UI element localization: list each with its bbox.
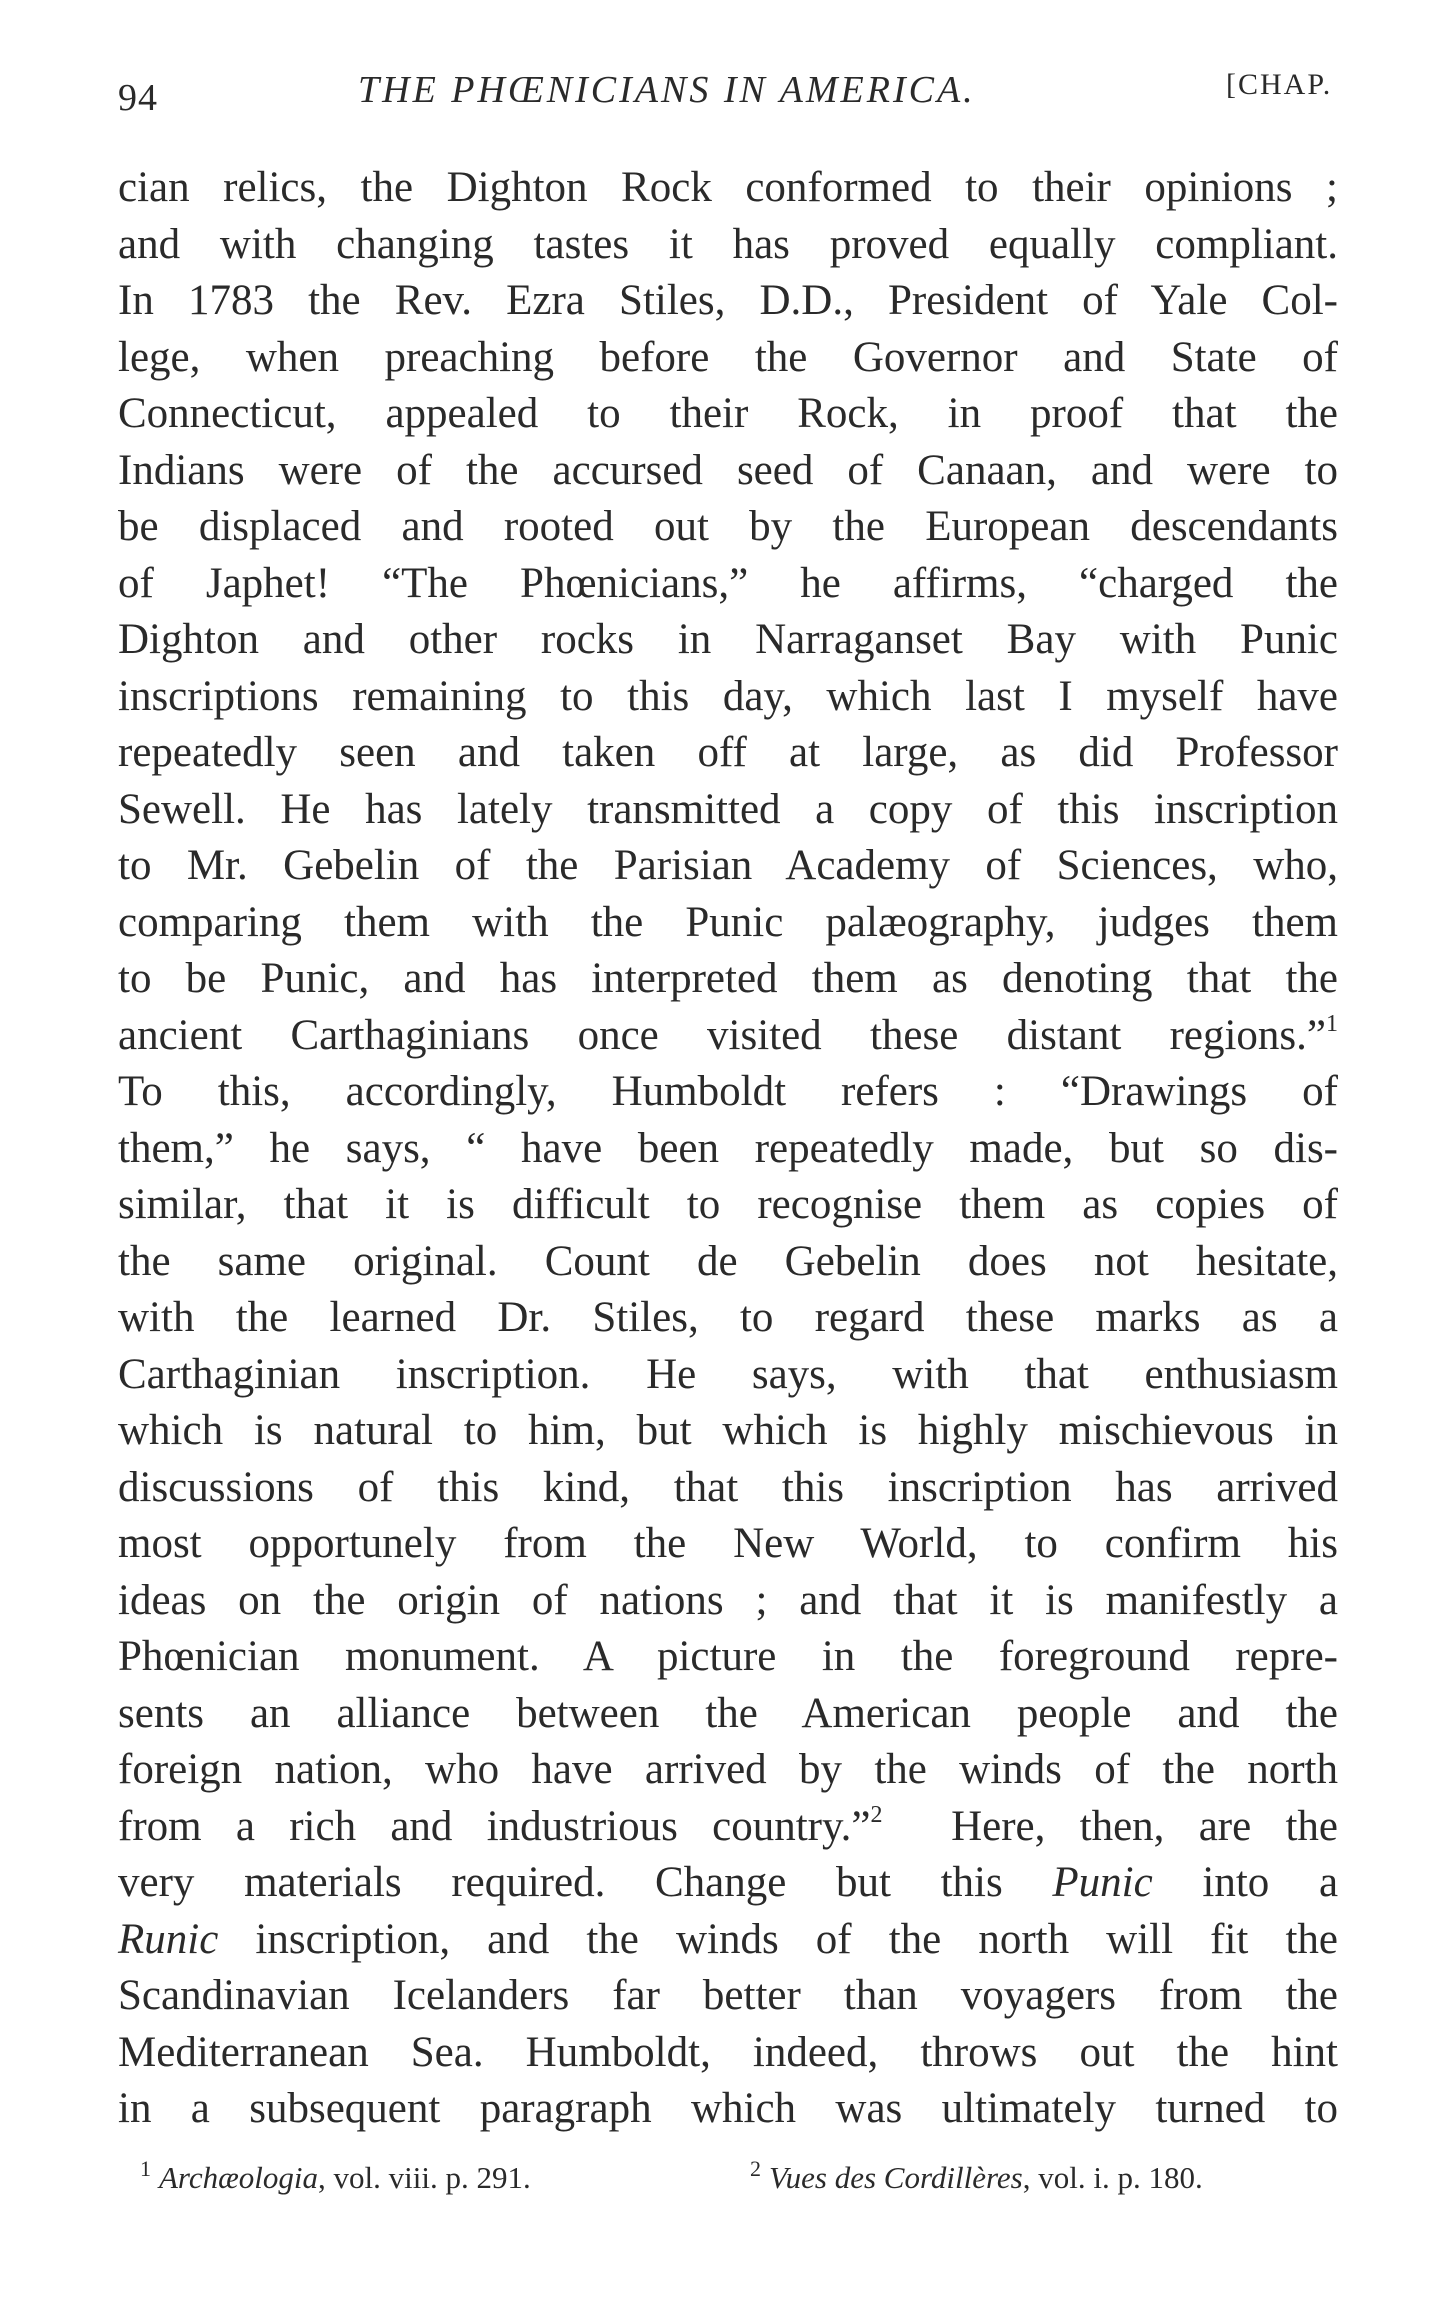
chapter-reference: [CHAP. bbox=[1226, 68, 1333, 101]
footnote-marker: 1 bbox=[140, 2156, 151, 2181]
text-line: inscriptions remaining to this day, which last I myself have bbox=[118, 672, 1338, 720]
text-line: to Mr. Gebelin of the Parisian Academy of Sciences, who, bbox=[118, 842, 1338, 889]
text-line: repeatedly seen and taken off at large, as did Professor bbox=[118, 729, 1338, 776]
italic-word-runic: Runic bbox=[118, 1915, 219, 1963]
footnote-1 bbox=[140, 2156, 531, 2200]
text-line: with the learned Dr. Stiles, to regard these marks as a bbox=[118, 1294, 1338, 1341]
text-line: Sewell. He has lately transmitted a copy of this inscription bbox=[118, 785, 1338, 833]
text-line: Mediterranean Sea. Humboldt, indeed, throws out the hint bbox=[118, 2028, 1338, 2076]
text-line: comparing them with the Punic palæography, judges them bbox=[118, 898, 1338, 946]
text-line: them,” he says, “ have been repeatedly made, but so dis- bbox=[118, 1124, 1338, 1172]
text-segment: into a bbox=[1202, 1859, 1339, 1906]
text-line: the same original. Count de Gebelin does not hesitate, bbox=[118, 1237, 1338, 1285]
text-line: and with changing tastes it has proved equally compliant. bbox=[118, 220, 1338, 268]
text-line: sents an alliance between the American people and the bbox=[118, 1689, 1338, 1737]
text-line: similar, that it is difficult to recognise them as copies of bbox=[118, 1181, 1338, 1228]
page-number: 94 bbox=[118, 77, 158, 119]
footnote-citation: , vol. viii. p. 291. bbox=[318, 2160, 531, 2195]
text-line: Indians were of the accursed seed of Canaan, and were to bbox=[118, 446, 1338, 494]
italic-word-punic: Punic bbox=[1052, 1859, 1153, 1906]
text-line: be displaced and rooted out by the European descendants bbox=[118, 503, 1338, 550]
text-line: of Japhet! “The Phœnicians,” he affirms, “charged the bbox=[118, 559, 1338, 607]
body-text bbox=[118, 160, 1338, 2138]
text-line: Phœnician monument. A picture in the foreground repre- bbox=[118, 1633, 1338, 1680]
text-line-with-italic bbox=[118, 1855, 1338, 1912]
text-line: Dighton and other rocks in Narraganset Bay with Punic bbox=[118, 616, 1338, 663]
text-segment: Here, then, are the bbox=[951, 1802, 1339, 1850]
text-line: To this, accordingly, Humboldt refers : “Drawings of bbox=[118, 1068, 1338, 1115]
footnote-marker: 2 bbox=[750, 2156, 761, 2181]
text-line: ideas on the origin of nations ; and that it is manifestly a bbox=[118, 1576, 1338, 1624]
text-line: ancient Carthaginians once visited these distant regions.” bbox=[118, 1011, 1326, 1059]
text-line: cian relics, the Dighton Rock conformed to their opinions ; bbox=[118, 164, 1338, 211]
text-line: lege, when preaching before the Governor and State of bbox=[118, 333, 1338, 381]
footnote-ref-1: 1 bbox=[1326, 1010, 1338, 1037]
text-segment: from a rich and industrious country.” bbox=[118, 1802, 871, 1850]
text-line-with-italic bbox=[118, 1912, 1338, 1969]
text-line: which is natural to him, but which is highly mischievous in bbox=[118, 1407, 1338, 1454]
running-head bbox=[118, 68, 1338, 128]
footnote-citation: , vol. i. p. 180. bbox=[1022, 2160, 1203, 2195]
text-line: to be Punic, and has interpreted them as denoting that the bbox=[118, 955, 1338, 1002]
footnote-2 bbox=[750, 2156, 1203, 2200]
footnote-title: Vues des Cordillères bbox=[769, 2160, 1023, 2195]
footnote-title: Archæologia bbox=[159, 2160, 319, 2195]
footnotes bbox=[140, 2156, 1340, 2200]
text-line: foreign nation, who have arrived by the winds of the north bbox=[118, 1746, 1338, 1793]
text-line: Scandinavian Icelanders far better than voyagers from the bbox=[118, 1972, 1338, 2019]
text-line: Carthaginian inscription. He says, with that enthusiasm bbox=[118, 1350, 1338, 1398]
text-line: In 1783 the Rev. Ezra Stiles, D.D., President of Yale Col- bbox=[118, 277, 1338, 324]
text-line: most opportunely from the New World, to confirm his bbox=[118, 1520, 1338, 1567]
margin-smudge bbox=[40, 1240, 60, 1270]
text-line: in a subsequent paragraph which was ultimately turned to bbox=[118, 2085, 1338, 2132]
text-line: Connecticut, appealed to their Rock, in proof that the bbox=[118, 390, 1338, 437]
text-line-with-note bbox=[118, 1008, 1338, 1065]
text-segment: very materials required. Change but this bbox=[118, 1859, 1003, 1906]
text-segment: inscription, and the winds of the north will fit the bbox=[255, 1915, 1338, 1963]
text-line: discussions of this kind, that this inscription has arrived bbox=[118, 1463, 1338, 1511]
running-title: THE PHŒNICIANS IN AMERICA. bbox=[358, 69, 976, 111]
text-line-with-note bbox=[118, 1799, 1338, 1856]
footnote-ref-2: 2 bbox=[870, 1801, 883, 1828]
